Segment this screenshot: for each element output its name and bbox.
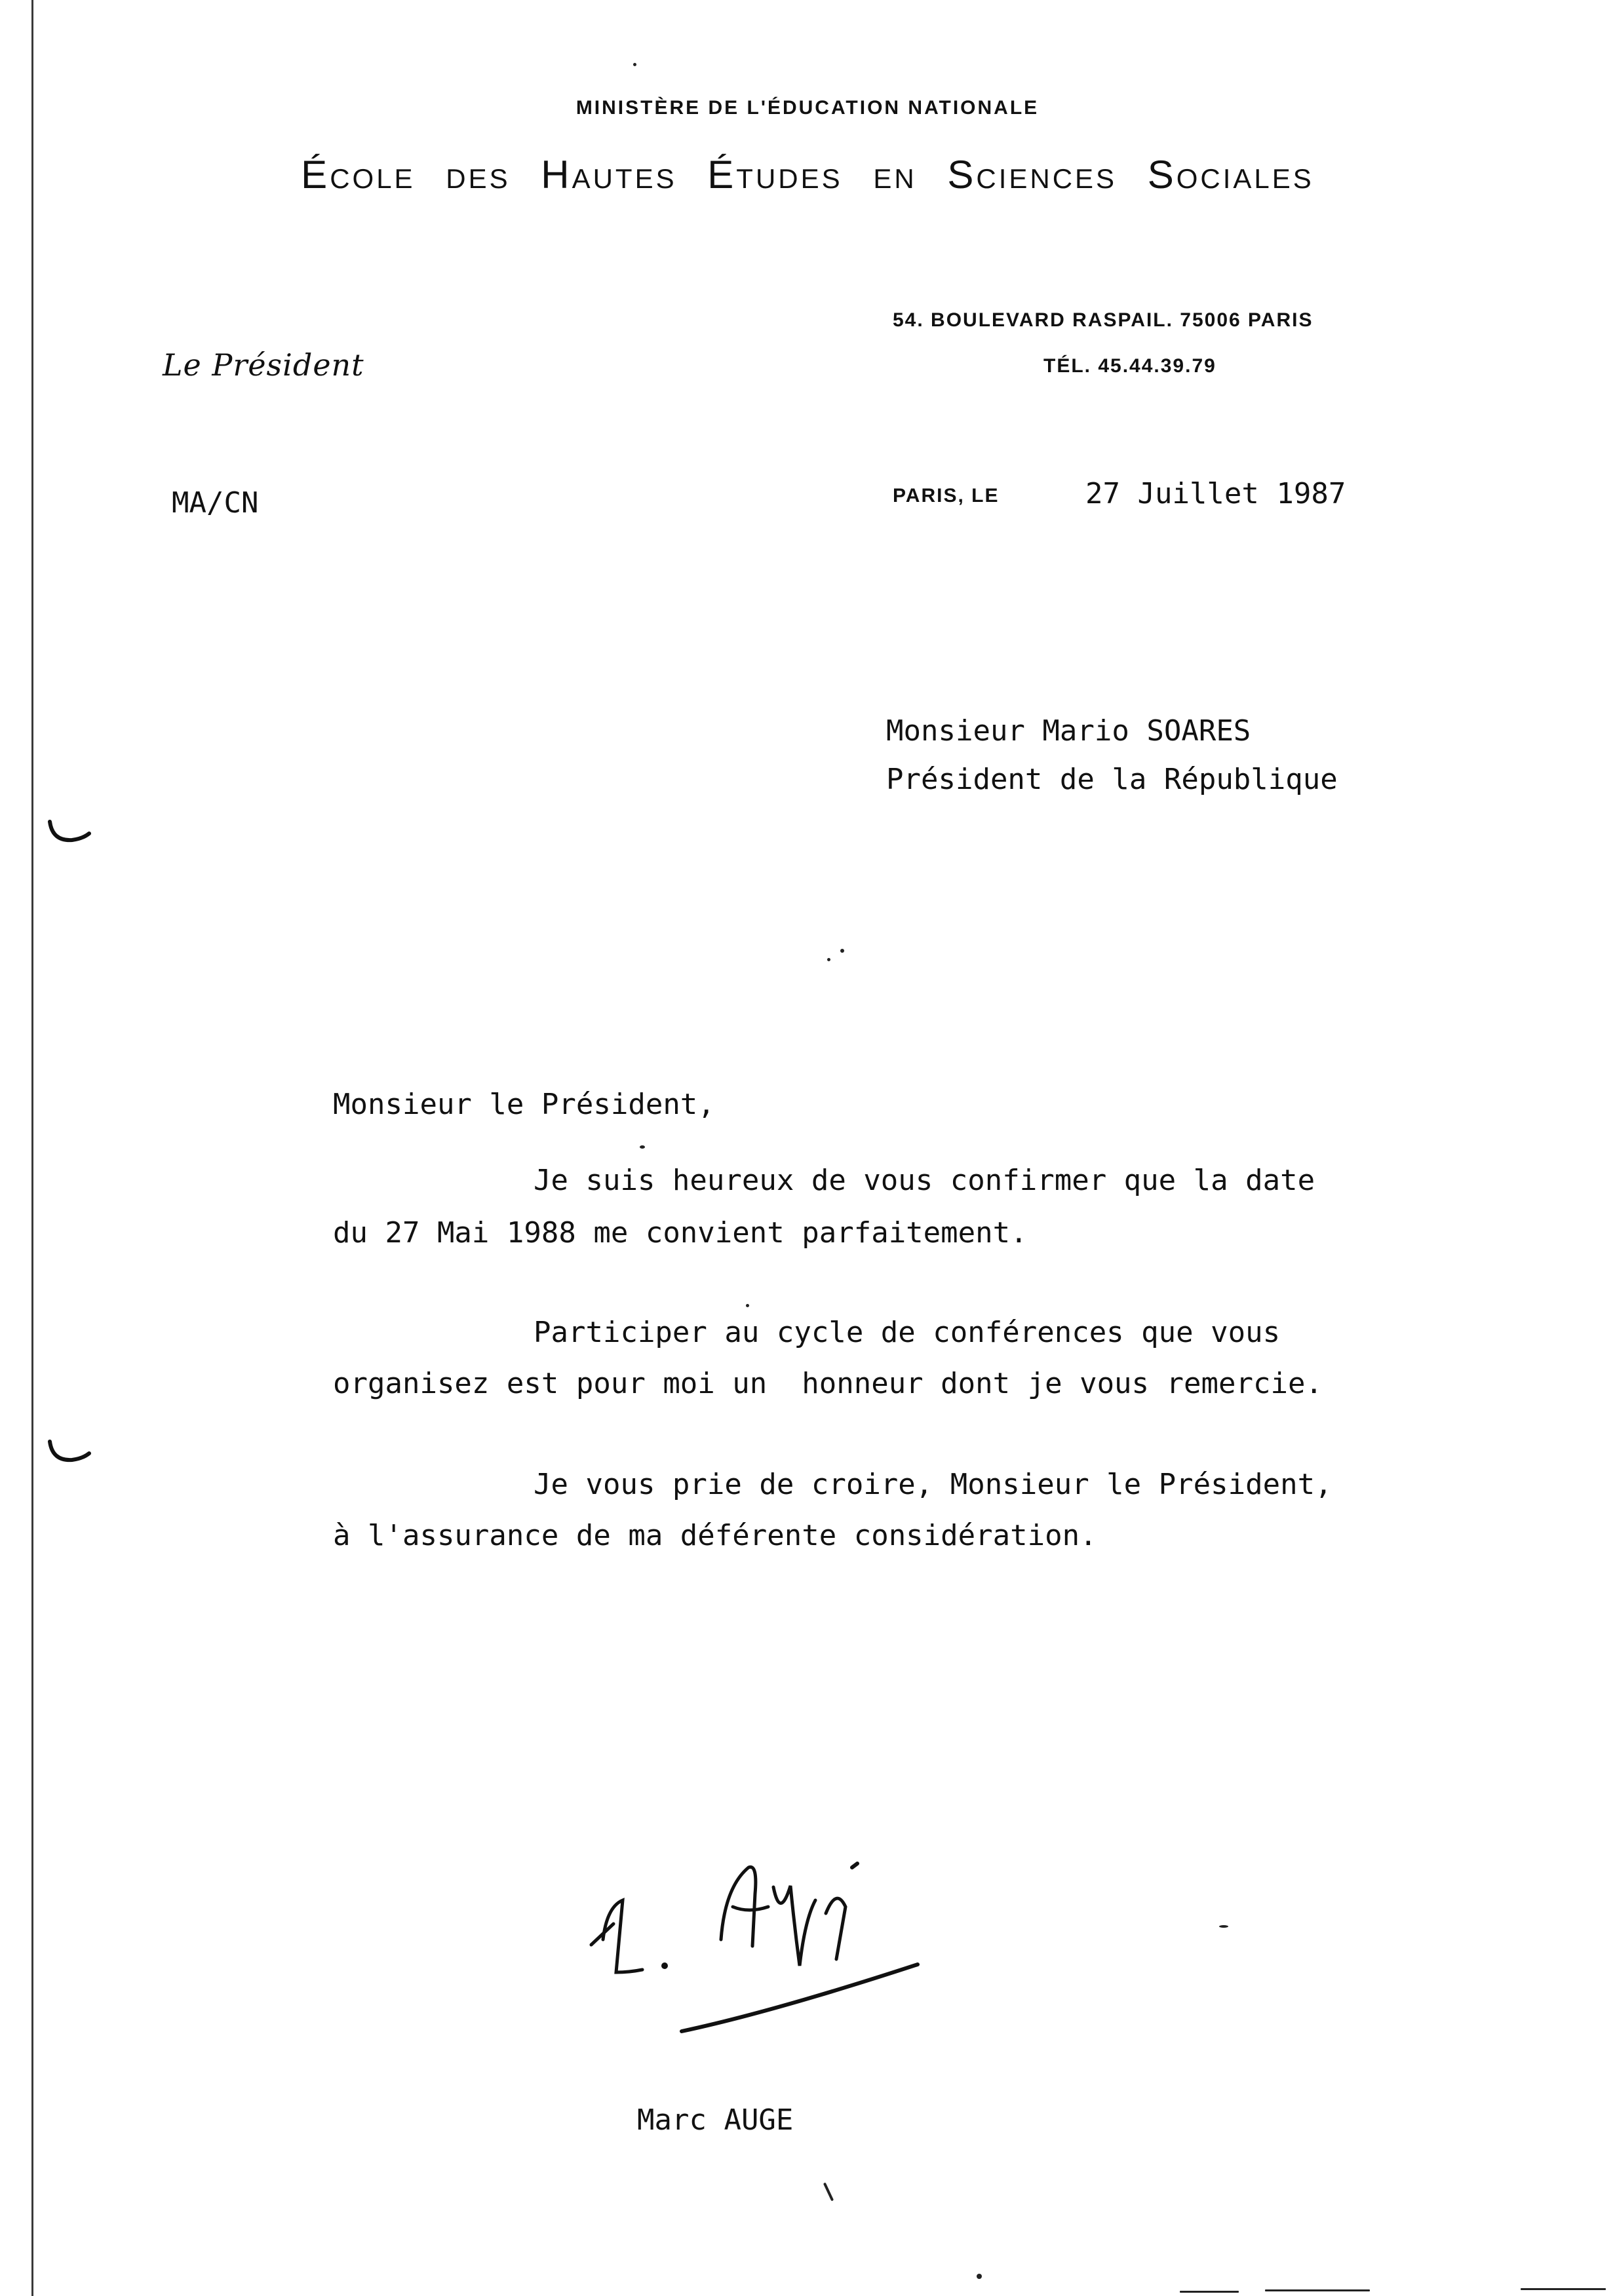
reference-code: MA/CN: [172, 486, 259, 520]
scan-speck: [840, 949, 844, 953]
paragraph-line: du 27 Mai 1988 me convient parfaitement.: [333, 1216, 1028, 1250]
salutation: Monsieur le Président,: [333, 1088, 715, 1121]
scan-speck: [823, 2183, 834, 2202]
scan-speck: [633, 63, 636, 66]
scan-speck: [977, 2274, 982, 2279]
school-address: 54. BOULEVARD RASPAIL. 75006 PARIS: [893, 309, 1313, 331]
scan-speck: [1219, 1925, 1228, 1928]
recipient-name: Monsieur Mario SOARES: [886, 714, 1251, 748]
recipient-title: Président de la République: [886, 763, 1338, 796]
punch-hole-mark: [46, 819, 92, 845]
paragraph-line: Participer au cycle de conférences que vous: [534, 1316, 1281, 1349]
scan-edge-line: [31, 0, 33, 2296]
school-telephone: TÉL. 45.44.39.79: [1043, 355, 1216, 377]
scan-speck: [746, 1304, 749, 1307]
paragraph-line: organisez est pour moi un honneur dont je vous remercie.: [333, 1367, 1323, 1400]
handwritten-signature: [577, 1808, 944, 2044]
office-title: Le Président: [163, 347, 364, 383]
letter-date: 27 Juillet 1987: [1085, 477, 1346, 510]
paragraph-line: Je suis heureux de vous confirmer que la date: [534, 1164, 1315, 1197]
punch-hole-mark: [46, 1439, 92, 1465]
scan-speck: [640, 1145, 645, 1149]
paragraph-line: à l'assurance de ma déférente considération.: [333, 1519, 1097, 1552]
ministry-header: MINISTÈRE DE L'ÉDUCATION NATIONALE: [575, 97, 1040, 119]
scan-speck: [1265, 2289, 1370, 2291]
scan-speck: [827, 958, 830, 961]
school-name: École des Hautes Études en Sciences Sociales: [301, 153, 1314, 197]
signatory-name: Marc AUGE: [637, 2103, 794, 2137]
paragraph-line: Je vous prie de croire, Monsieur le Président,: [534, 1468, 1333, 1501]
date-label: PARIS, LE: [893, 485, 1000, 507]
scan-speck: [1180, 2291, 1239, 2293]
scan-speck: [1521, 2288, 1606, 2290]
